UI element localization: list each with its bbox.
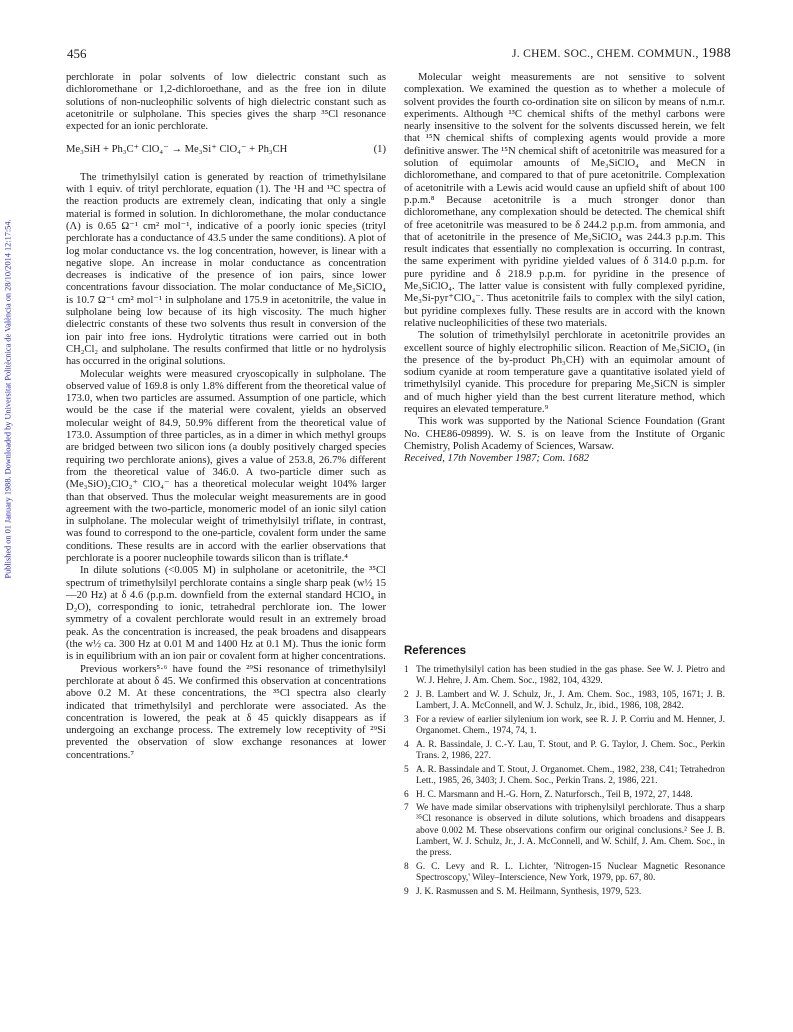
reference-text: J. K. Rasmussen and S. M. Heilmann, Synthesis, 1979, 523.: [416, 886, 642, 897]
download-sidebar: [1, 164, 15, 634]
reference-item: [404, 862, 725, 884]
reference-number: 1: [404, 665, 409, 675]
reference-item: [404, 803, 725, 859]
reference-number: 6: [404, 789, 409, 800]
reference-text: A. R. Bassindale and T. Stout, J. Organomet. Chem., 1982, 238, C41; Tetrahedron Lett., 1985, 26, 3403; J. Chem. Soc., Perkin Trans. 2, 1986, 221.: [416, 764, 725, 786]
paragraph: Molecular weights were measured cryoscopically in sulpholane. The observed value of 169.8 is only 1.8% different from the theoretical value of 173.0, when two particles are assumed. Assumption of one particle, which would be the case if the material were covalent, yields an observed molecular weight of 84.9, 50.9% different from the theoretical value of 173.0. Assumption of three particles, as in a dimer in which methyl groups are bridged between two silicon ions (a doubly positively charged species requiring two perchlorate anions), gives a value of 253.8, 26.7% different from the theoretical value of 346.0. A two-particle dimer such as (Me₃SiO)₂ClO₂⁺ ClO₄⁻ has a theoretical molecular weight 104% larger than that observed. Thus the molecular weight measurements are in good agreement with the two-particle, monomeric model of an ionic silyl cation in sulpholane. The molecular weight of trimethylsilyl triflate, in contrast, was found to correspond to the one-particle, covalent form under the same conditions. These results are in accord with the earlier observations that perchlorate is a poorer nucleophile towards silicon than is triflate.⁴: [66, 368, 386, 564]
reference-item: [404, 715, 725, 737]
reference-number: 9: [404, 886, 409, 897]
equation-1: [66, 144, 386, 156]
reference-text: A. R. Bassindale, J. C.-Y. Lau, T. Stout, and P. G. Taylor, J. Chem. Soc., Perkin Trans. 2, 1986, 227.: [416, 739, 725, 761]
reference-item: [404, 665, 725, 687]
reference-number: 2: [404, 689, 409, 700]
reference-text: We have made similar observations with triphenylsilyl perchlorate. Thus a sharp ³⁵Cl resonance is observed in dilute solutions, which broadens and disappears above 0.002 M. These observations confirm our original conclusions.² See J. B. Lambert, W. J. Schulz, Jr., J. A. McConnell, and W. Schilf, J. Am. Chem. Soc., in the press.: [416, 803, 725, 859]
reference-text: J. B. Lambert and W. J. Schulz, Jr., J. Am. Chem. Soc., 1983, 105, 1671; J. B. Lambert, J. A. McConnell, and W. J. Schulz, Jr., ibid., 1986, 108, 2842.: [416, 689, 725, 712]
paragraph: In dilute solutions (<0.005 M) in sulpholane or acetonitrile, the ³⁵Cl spectrum of trimethylsilyl perchlorate contains a single sharp peak (w½ 15—20 Hz) at δ 4.6 (p.p.m. downfield from the external standard HClO₄ in D₂O), corresponding to ionic, tetrahedral perchlorate ion. The lower symmetry of a covalent perchlorate would result in an extremely broad peak. As the concentration is increased, the peak broadens and disappears (the w½ ca. 300 Hz at 0.01 M and 1400 Hz at 0.1 M). Thus the ionic form is in equilibrium with an ion pair or covalent form at higher concentrations.: [66, 565, 386, 663]
reference-number: 4: [404, 739, 409, 750]
reference-list: [404, 665, 725, 898]
reference-text: G. C. Levy and R. L. Lichter, 'Nitrogen-15 Nuclear Magnetic Resonance Spectroscopy,' Wiley–Interscience, New York, 1979, pp. 67, 80.: [416, 861, 725, 883]
reference-item: [404, 790, 725, 801]
reference-item: [404, 887, 725, 898]
right-column: [404, 72, 725, 466]
paragraph: Previous workers⁵·⁶ have found the ²⁹Si resonance of trimethylsilyl perchlorate at about δ 45. We confirmed this observation at concentrations above 0.2 M. At these concentrations, the ³⁵Cl spectra also clearly indicated that trimethylsilyl and perchlorate were associated. As the concentration is lowered, the peak at δ 45 quickly disappears as if undergoing an exchange process. The extremely low receptivity of ²⁹Si prevented the observation of slow exchange resonances at lower concentrations.⁷: [66, 663, 386, 761]
reference-text: For a review of earlier silylenium ion work, see R. J. P. Corriu and M. Henner, J. Organomet. Chem., 1974, 74, 1.: [416, 714, 725, 737]
reference-text: The trimethylsilyl cation has been studied in the gas phase. See W. J. Pietro and W. J. Hehre, J. Am. Chem. Soc., 1982, 104, 4329.: [416, 665, 725, 687]
reference-item: [404, 690, 725, 712]
equation-text: Me₃SiH + Ph₃C⁺ ClO₄⁻ → Me₃Si⁺ ClO₄⁻ + Ph₃CH: [66, 144, 288, 156]
paragraph: The solution of trimethylsilyl perchlorate in acetonitrile provides an excellent source of highly electrophilic silicon. Reaction of Me₃SiClO₄ (in the presence of the by-product Ph₃CH) with an equimolar amount of sodium cyanide at room temperature gave a quantitative isolated yield of trimethylsilyl cyanide. This procedure for preparing Me₃SiCN is simpler and of much higher yield than the best current literature method, which requires an elevated temperature.⁹: [404, 330, 725, 416]
reference-text: H. C. Marsmann and H.-G. Horn, Z. Naturforsch., Teil B, 1972, 27, 1448.: [416, 789, 693, 800]
acknowledgement: This work was supported by the National Science Foundation (Grant No. CHE86-09899). W. S. is on leave from the Institute of Organic Chemistry, Polish Academy of Sciences, Warsaw.: [404, 416, 725, 452]
left-column: [66, 72, 386, 762]
references-heading: References: [404, 645, 467, 657]
page-number: 456: [67, 46, 87, 61]
journal-name: J. CHEM. SOC., CHEM. COMMUN.,: [512, 48, 699, 60]
reference-item: [404, 740, 725, 762]
reference-number: 8: [404, 861, 409, 872]
paragraph: perchlorate in polar solvents of low dielectric constant such as dichloromethane or 1,2-dichloroethane, and as the free ion in dilute solutions of non-nucleophilic solvents of high dielectric constant such as acetonitrile or sulpholane. This species gives the sharp ³⁵Cl resonance expected for an ionic perchlorate.: [66, 72, 386, 133]
download-notice[interactable]: Published on 01 January 1988. Downloaded by Universitat Politècnica de València on 28/10/2014 12:17:54.: [3, 219, 13, 579]
paragraph: Molecular weight measurements are not sensitive to solvent complexation. We examined the question as to whether a molecule of solvent provides the fourth co-ordination site on silicon by means of n.m.r. experiments. Although ¹³C chemical shifts of the methyl carbons were nearly insensitive to the solvent for the solvents discussed herein, we felt that ¹⁵N chemical shifts of complexing agents would provide a more definitive answer. The ¹⁵N chemical shift of acetonitrile was measured for a solution of equimolar amounts of Me₃SiClO₄ and MeCN in dichloromethane, and compared to that of pure acetonitrile. Complexation of acetonitrile with a Lewis acid would cause an upfield shift of about 100 p.p.m.⁸ Because acetonitrile is a much stronger donor than dichloromethane, any complexation should be detected. The chemical shift of free acetonitrile was measured to be δ 244.2 p.p.m. from ammonia, and that of acetonitrile in the presence of Me₃SiClO₄ was 244.3 p.p.m. This result indicates that essentially no complexation is occurring. In contrast, the same experiment with pyridine yielded values of δ 314.0 p.p.m. for pure pyridine and δ 218.9 p.p.m. for pyridine in the presence of Me₃SiClO₄. The latter value is consistent with fully complexed pyridine, Me₃Si-pyr⁺ClO₄⁻. Thus acetonitrile fails to complex with the silyl cation, but pyridine complexes fully. These results are in accord with the known relative nucleophilicities of these two materials.: [404, 72, 725, 329]
reference-number: 3: [404, 714, 409, 725]
references-section: [404, 645, 725, 900]
equation-number: (1): [373, 144, 386, 156]
reference-item: [404, 765, 725, 787]
reference-number: 7: [404, 803, 409, 814]
running-header: [512, 46, 731, 62]
reference-number: 5: [404, 764, 409, 775]
journal-year: 1988: [701, 46, 732, 61]
received-date: Received, 17th November 1987; Com. 1682: [404, 453, 590, 465]
paragraph: The trimethylsilyl cation is generated by reaction of trimethylsilane with 1 equiv. of trityl perchlorate, equation (1). The ¹H and ¹³C spectra of the reaction products are extremely clean, indicating that only a single material is formed in solution. In dichloromethane, the molar conductance (Λ) is 0.65 Ω⁻¹ cm² mol⁻¹, indicative of a poorly ionic species (trityl perchlorate has a conductance of 43.5 under the same conditions). A plot of log molar conductance vs. the log concentration, however, is linear with a negative slope. An increase in molar conductance as concentration decreases is indicative of the presence of ion pairs, since lower concentrations favour dissociation. The molar conductance of Me₃SiClO₄ is 10.7 Ω⁻¹ cm² mol⁻¹ in sulpholane and 175.9 in acetonitrile, the value in sulpholane being low because of its high viscosity. The much higher dielectric constants of these two solvents thus result in conversion of the ion pair into free ions. Hydrolytic titrations were carried out in both CH₂Cl₂ and sulpholane. The results confirmed that little or no hydrolysis has occurred in the original solutions.: [66, 171, 386, 368]
